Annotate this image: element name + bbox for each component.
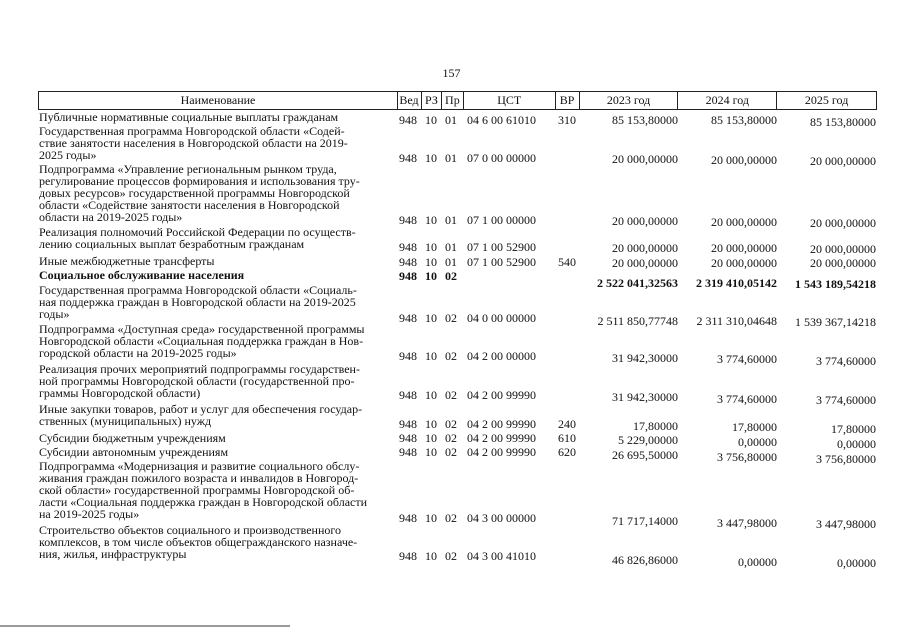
row-name: Иные закупки товаров, работ и услуг для обеспечения государ- ственных (муниципальных) нужд (39, 402, 363, 428)
row-vr: 620 (558, 445, 576, 459)
header-ved: Вед (399, 93, 419, 107)
row-name: Субсидии бюджетным учреждениям (39, 431, 226, 445)
row-pr: 02 (445, 388, 457, 402)
row-rz: 10 (425, 549, 437, 563)
row-rz: 10 (425, 151, 437, 165)
row-ved: 948 (399, 240, 417, 254)
row-cst: 04 2 00 00000 (467, 349, 536, 363)
row-ved: 948 (399, 113, 417, 127)
row-cst: 04 2 00 99990 (467, 431, 536, 445)
row-2024: 20 000,00000 (711, 153, 777, 167)
row-2025: 3 447,98000 (816, 517, 876, 531)
row-2025: 3 774,60000 (816, 393, 876, 407)
row-2024: 3 774,60000 (717, 392, 777, 406)
row-2023: 2 522 041,32563 (597, 276, 678, 290)
row-rz: 10 (425, 511, 437, 525)
header-2024: 2024 год (677, 92, 776, 109)
row-ved: 948 (399, 388, 417, 402)
row-rz: 10 (425, 240, 437, 254)
row-2025: 17,80000 (831, 422, 876, 436)
row-pr: 01 (445, 151, 457, 165)
row-2025: 85 153,80000 (810, 115, 876, 129)
row-name: Подпрограмма «Модернизация и развитие социального обслу- живания граждан пожилого возраста и инвалидов в Новгород- ской области» государственной программы Новгородской об- ласти «Социальная поддержка граждан в Новгородской области на 2019-2025 годы» (39, 459, 368, 521)
row-vr: 310 (558, 113, 576, 127)
row-2025: 20 000,00000 (810, 242, 876, 256)
row-pr: 02 (445, 349, 457, 363)
header-name-label: Наименование (180, 93, 256, 107)
row-cst: 04 0 00 00000 (467, 311, 536, 325)
row-rz: 10 (425, 417, 437, 431)
row-name: Субсидии автономным учреждениям (39, 445, 229, 459)
row-pr: 02 (445, 417, 457, 431)
row-rz: 10 (425, 113, 437, 127)
row-ved: 948 (399, 269, 417, 283)
header-cst: ЦСТ (463, 92, 555, 109)
row-ved: 948 (399, 511, 417, 525)
header-pr: Пр (441, 92, 463, 109)
row-2025: 0,00000 (837, 556, 876, 570)
row-2023: 17,80000 (633, 419, 678, 433)
row-pr: 02 (445, 311, 457, 325)
row-name: Реализация полномочий Российской Федерации по осуществ- лению социальных выплат безработным гражданам (39, 225, 356, 251)
row-2025: 20 000,00000 (810, 216, 876, 230)
row-pr: 01 (445, 213, 457, 227)
row-ved: 948 (399, 311, 417, 325)
row-2025: 0,00000 (837, 437, 876, 451)
row-2023: 2 511 850,77748 (597, 314, 678, 328)
header-2023: 2023 год (579, 92, 678, 109)
row-cst: 04 2 00 99990 (467, 445, 536, 459)
row-cst: 04 3 00 41010 (467, 549, 536, 563)
row-ved: 948 (399, 213, 417, 227)
row-name: Иные межбюджетные трансферты (39, 254, 215, 268)
row-cst: 04 2 00 99990 (467, 417, 536, 431)
row-rz: 10 (425, 445, 437, 459)
row-ved: 948 (399, 349, 417, 363)
header-rz: РЗ (421, 92, 441, 109)
row-2023: 26 695,50000 (612, 448, 678, 462)
row-ved: 948 (399, 549, 417, 563)
row-ved: 948 (399, 431, 417, 445)
row-2024: 17,80000 (732, 420, 777, 434)
row-2024: 0,00000 (738, 555, 777, 569)
row-2023: 31 942,30000 (612, 351, 678, 365)
row-name: Государственная программа Новгородской области «Социаль- ная поддержка граждан в Новгородской области на 2019-2025 годы» (39, 283, 357, 321)
row-2023: 20 000,00000 (612, 256, 678, 270)
row-pr: 02 (445, 431, 457, 445)
row-cst: 04 2 00 99990 (467, 388, 536, 402)
header-row (397, 91, 877, 110)
row-rz: 10 (425, 269, 437, 283)
row-rz: 10 (425, 255, 437, 269)
row-name: Государственная программа Новгородской области «Содей- ствие занятости населения в Новгородской области на 2019- 2025 годы» (39, 124, 348, 162)
row-rz: 10 (425, 431, 437, 445)
row-2023: 5 229,00000 (618, 433, 678, 447)
row-name: Подпрограмма «Доступная среда» государственной программы Новгородской области «Социальная поддержка граждан в Нов- городской области на 2019-2025 годы» (39, 322, 365, 360)
row-cst: 07 1 00 52900 (467, 240, 536, 254)
row-2023: 85 153,80000 (612, 113, 678, 127)
row-2023: 46 826,86000 (612, 553, 678, 567)
row-name: Публичные нормативные социальные выплаты гражданам (39, 110, 339, 124)
row-2025: 3 756,80000 (816, 452, 876, 466)
row-name: Реализация прочих мероприятий подпрограммы государствен- ной программы Новгородской области (государственной про- граммы Новгородской области) (39, 362, 360, 400)
row-2023: 20 000,00000 (612, 241, 678, 255)
row-ved: 948 (399, 417, 417, 431)
row-2025: 1 539 367,14218 (795, 315, 876, 329)
row-pr: 02 (445, 549, 457, 563)
row-2025: 1 543 189,54218 (795, 277, 876, 291)
row-2024: 2 311 310,04648 (696, 314, 777, 328)
row-pr: 01 (445, 255, 457, 269)
row-2024: 2 319 410,05142 (696, 276, 777, 290)
row-2023: 31 942,30000 (612, 390, 678, 404)
row-2025: 20 000,00000 (810, 256, 876, 270)
row-cst: 07 1 00 52900 (467, 255, 536, 269)
row-cst: 04 3 00 00000 (467, 511, 536, 525)
header-name-cell (38, 91, 398, 110)
row-2025: 20 000,00000 (810, 154, 876, 168)
row-2024: 3 756,80000 (717, 450, 777, 464)
row-vr: 610 (558, 431, 576, 445)
header-vr: ВР (555, 92, 579, 109)
row-2024: 85 153,80000 (711, 113, 777, 127)
footer-rule (0, 625, 290, 627)
row-pr: 02 (445, 269, 457, 283)
row-pr: 01 (445, 240, 457, 254)
row-cst: 07 1 00 00000 (467, 213, 536, 227)
row-cst: 07 0 00 00000 (467, 151, 536, 165)
row-2024: 20 000,00000 (711, 256, 777, 270)
row-2024: 20 000,00000 (711, 215, 777, 229)
row-2024: 3 774,60000 (717, 352, 777, 366)
page-number: 157 (442, 66, 461, 80)
row-name: Социальное обслуживание населения (39, 268, 245, 282)
row-rz: 10 (425, 349, 437, 363)
row-2023: 20 000,00000 (612, 152, 678, 166)
row-pr: 01 (445, 113, 457, 127)
row-name: Строительство объектов социального и производственного комплексов, в том числе объектов общегражданского назначе- ния, жилья, инфраструктуры (39, 523, 358, 561)
row-2024: 0,00000 (738, 435, 777, 449)
row-vr: 540 (558, 255, 576, 269)
row-rz: 10 (425, 311, 437, 325)
row-pr: 02 (445, 511, 457, 525)
row-2024: 20 000,00000 (711, 241, 777, 255)
row-2025: 3 774,60000 (816, 354, 876, 368)
row-rz: 10 (425, 213, 437, 227)
row-2023: 71 717,14000 (612, 514, 678, 528)
row-name: Подпрограмма «Управление региональным рынком труда, регулирование процессов формирования и использования тру- довых ресурсов» государственной программы Новгородской области «Содействие занятости населения в Новгородской области на 2019-2025 годы» (39, 162, 360, 224)
row-2024: 3 447,98000 (717, 516, 777, 530)
row-2023: 20 000,00000 (612, 214, 678, 228)
header-2025: 2025 год (776, 92, 876, 109)
row-cst: 04 6 00 61010 (467, 113, 536, 127)
row-rz: 10 (425, 388, 437, 402)
row-pr: 02 (445, 445, 457, 459)
row-ved: 948 (399, 255, 417, 269)
row-ved: 948 (399, 445, 417, 459)
row-vr: 240 (558, 417, 576, 431)
row-ved: 948 (399, 151, 417, 165)
